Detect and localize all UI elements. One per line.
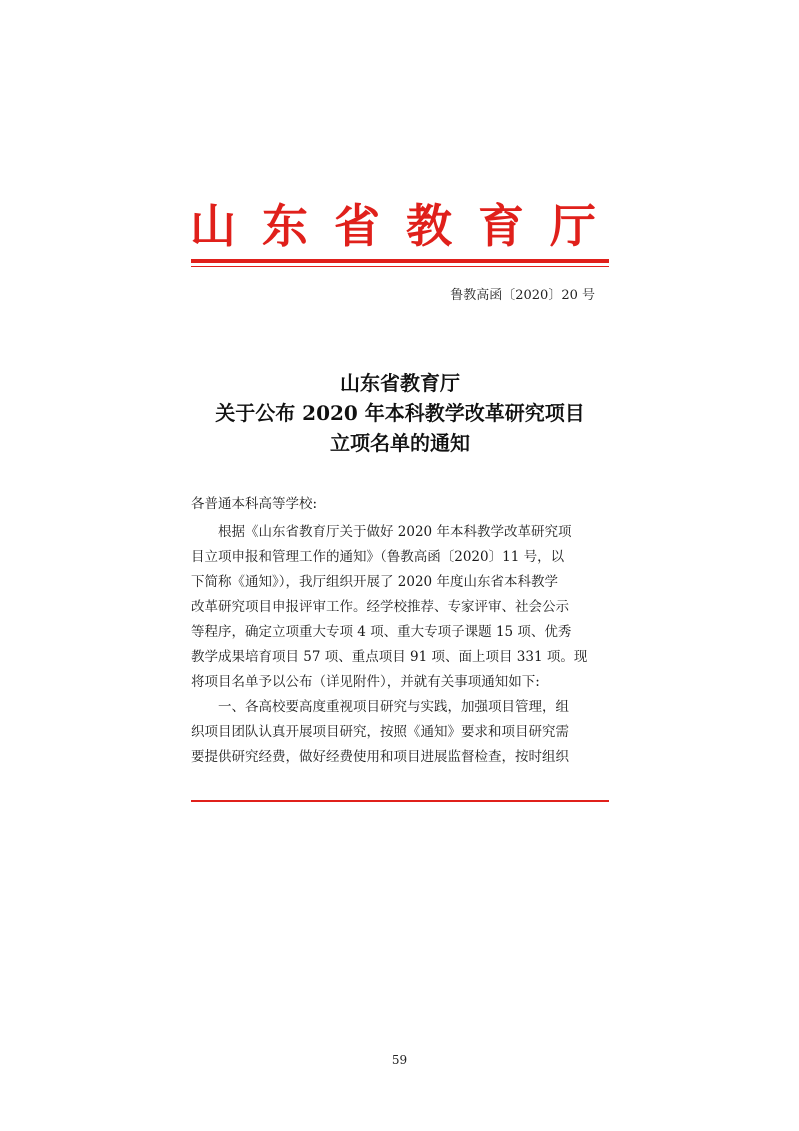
body-line: 目立项申报和管理工作的通知》（鲁教高函〔2020〕11 号，以	[191, 549, 565, 565]
document-number: 鲁教高函〔2020〕20 号	[450, 288, 595, 303]
document-title-line-1: 山东省教育厅	[340, 371, 460, 395]
body-line: 下简称《通知》），我厅组织开展了 2020 年度山东省本科教学	[191, 574, 558, 590]
body-line: 织项目团队认真开展项目研究，按照《通知》要求和项目研究需	[191, 724, 569, 740]
agency-header-title: 山东省教育厅	[190, 199, 622, 253]
body-line: 根据《山东省教育厅关于做好 2020 年本科教学改革研究项	[191, 524, 572, 540]
body-line: 要提供研究经费，做好经费使用和项目进展监督检查，按时组织	[191, 749, 569, 765]
body-line: 等程序，确定立项重大专项 4 项、重大专项子课题 15 项、优秀	[191, 624, 572, 640]
body-line: 一、各高校要高度重视项目研究与实践，加强项目管理，组	[191, 699, 569, 715]
body-line: 教学成果培育项目 57 项、重点项目 91 项、面上项目 331 项。现	[191, 649, 588, 665]
header-red-rule-thick	[191, 259, 609, 263]
salutation: 各普通本科高等学校:	[191, 496, 318, 512]
document-title-line-2: 关于公布 2020 年本科教学改革研究项目	[215, 401, 585, 425]
document-title	[190, 368, 610, 458]
body-line: 将项目名单予以公布（详见附件），并就有关事项通知如下:	[191, 674, 540, 690]
header-red-rule-thin	[191, 266, 609, 267]
body-line: 改革研究项目申报评审工作。经学校推荐、专家评审、社会公示	[191, 599, 569, 615]
document-title-line-3: 立项名单的通知	[330, 431, 470, 455]
footer-red-rule	[191, 800, 609, 802]
body-text	[191, 520, 611, 770]
page-number: 59	[391, 1053, 408, 1067]
